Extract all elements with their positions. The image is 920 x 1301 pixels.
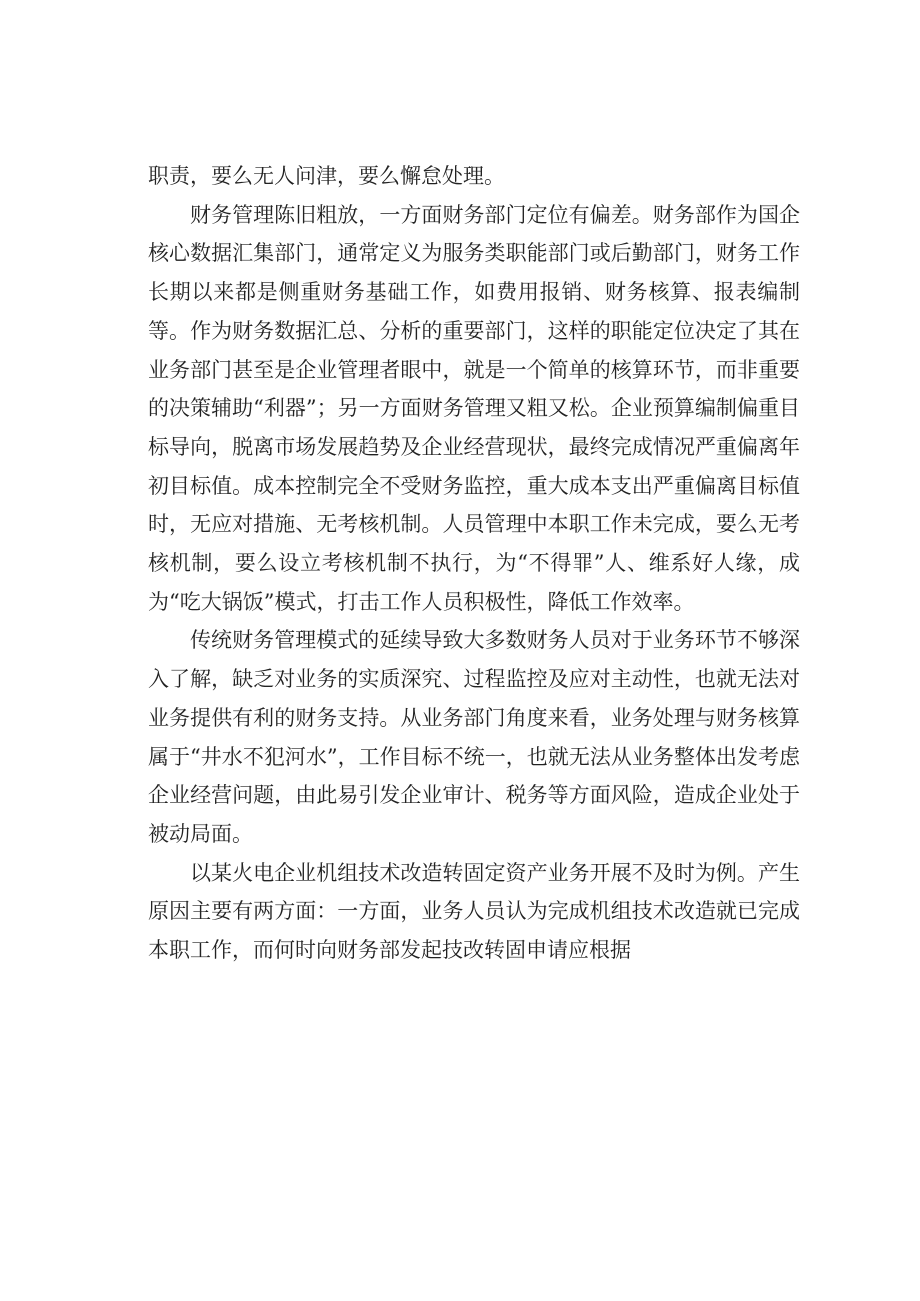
paragraph-example: 以某火电企业机组技术改造转固定资产业务开展不及时为例。产生原因主要有两方面：一方面，业务人员认为完成机组技术改造就已完成本职工作，而何时向财务部发起技改转固申请应根据 — [148, 860, 800, 963]
paragraph-finance-management: 财务管理陈旧粗放，一方面财务部门定位有偏差。财务部作为国企核心数据汇集部门，通常定义为服务类职能部门或后勤部门，财务工作长期以来都是侧重财务基础工作，如费用报销、财务核算、报表编制等。作为财务数据汇总、分析的重要部门，这样的职能定位决定了其在业务部门甚至是企业管理者眼中，就是一个简单的核算环节，而非重要的决策辅助“利器”；另一方面财务管理又粗又松。企业预算编制偏重目标导向，脱离市场发展趋势及企业经营现状，最终完成情况严重偏离年初目标值。成本控制完全不受财务监控，重大成本支出严重偏离目标值时，无应对措施、无考核机制。人员管理中本职工作未完成，要么无考核机制，要么设立考核机制不执行，为“不得罪”人、维系好人缘，成为“吃大锅饭”模式，打击工作人员积极性，降低工作效率。 — [148, 202, 800, 614]
document-body — [148, 157, 800, 970]
paragraph-continued: 职责，要么无人问津，要么懈怠处理。 — [148, 164, 505, 188]
paragraph-traditional-mode: 传统财务管理模式的延续导致大多数财务人员对于业务环节不够深入了解，缺乏对业务的实质深究、过程监控及应对主动性，也就无法对业务提供有利的财务支持。从业务部门角度来看，业务处理与财务核算属于“井水不犯河水”，工作目标不统一，也就无法从业务整体出发考虑企业经营问题，由此易引发企业审计、税务等方面风险，造成企业处于被动局面。 — [148, 628, 800, 846]
